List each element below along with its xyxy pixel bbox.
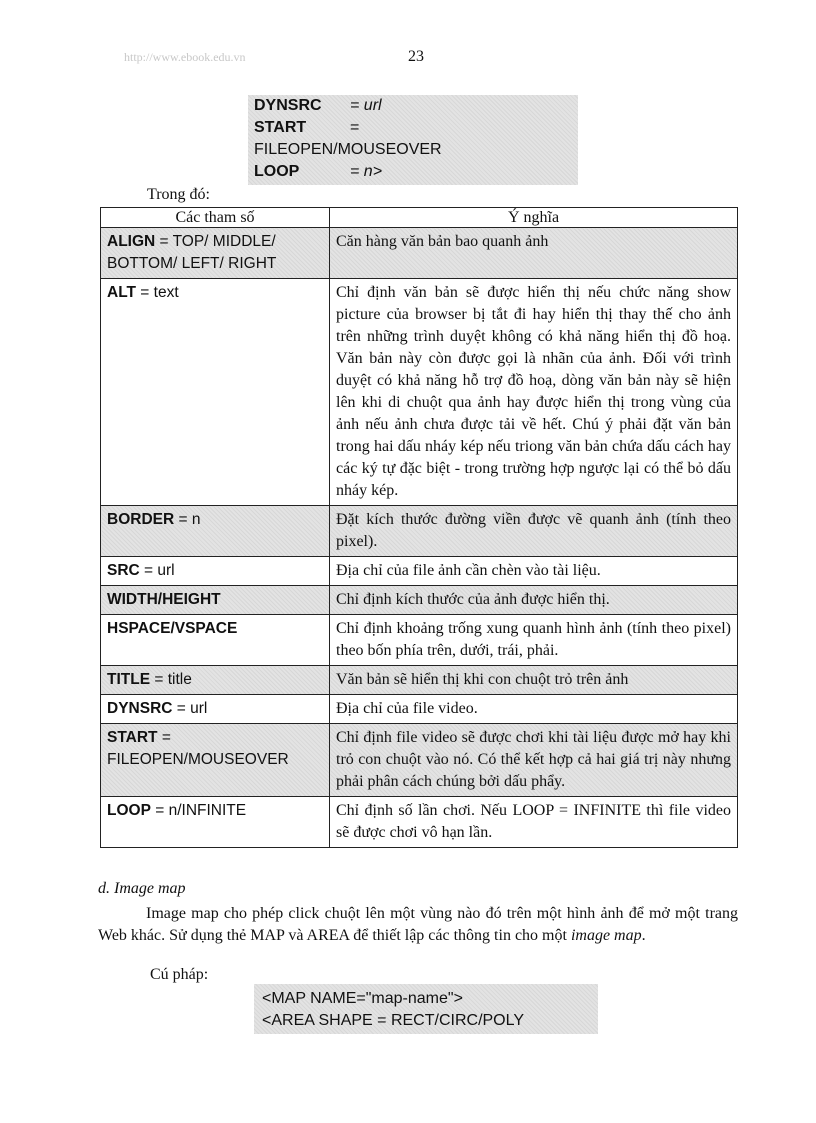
table-row (101, 797, 738, 848)
table-row (101, 724, 738, 797)
param-cell (101, 666, 330, 695)
param-name: ALIGN (107, 233, 156, 250)
param-name: START (107, 729, 158, 746)
table-body (101, 228, 738, 848)
table-row (101, 666, 738, 695)
param-value: = n/INFINITE (150, 802, 247, 819)
header-parameters: Các tham số (101, 208, 330, 228)
code-line: <AREA SHAPE = RECT/CIRC/POLY (262, 1012, 525, 1029)
code-line (254, 139, 578, 161)
param-description: Chỉ định khoảng trống xung quanh hình ảnh (tính theo pixel) theo bốn phía trên, dưới, trái, phải. (330, 615, 738, 666)
param-description: Chỉ định số lần chơi. Nếu LOOP = INFINITE thì file video sẽ được chơi vô hạn lần. (330, 797, 738, 848)
header-meaning: Ý nghĩa (330, 208, 738, 228)
param-cell (101, 228, 330, 279)
param-cell (101, 797, 330, 848)
param-value: = n (174, 511, 201, 528)
table-row (101, 586, 738, 615)
code-line (254, 95, 578, 117)
param-value: = title (150, 671, 192, 688)
parameter-table (100, 207, 738, 848)
intro-label: Trong đó: (147, 186, 210, 203)
code-value: FILEOPEN/MOUSEOVER (254, 141, 442, 158)
param-value: = url (172, 700, 208, 717)
param-description: Địa chỉ của file ảnh cần chèn vào tài liệu. (330, 557, 738, 586)
code-line (254, 161, 578, 183)
table-row (101, 615, 738, 666)
table-header-row (101, 208, 738, 228)
paragraph-term: image map (570, 927, 642, 944)
param-value: = FILEOPEN/MOUSEOVER (107, 729, 289, 768)
code-key: DYNSRC (254, 97, 322, 114)
paragraph-text: Image map cho phép click chuột lên một vùng nào đó trên một hình ảnh để mở một trang Web khác. Sử dụng thẻ MAP và AREA để thiết lập các thông tin cho một (98, 905, 738, 944)
code-value: = n> (350, 163, 383, 180)
table-row (101, 506, 738, 557)
param-name: TITLE (107, 671, 151, 688)
paragraph (98, 903, 738, 947)
code-value: = url (350, 97, 382, 114)
code-key: LOOP (254, 163, 300, 180)
code-key: START (254, 119, 307, 136)
param-name: HSPACE/VSPACE (107, 620, 238, 637)
param-description: Chỉ định kích thước của ảnh được hiển thị. (330, 586, 738, 615)
code-value: = (350, 119, 360, 136)
code-line: <MAP NAME="map-name"> (262, 990, 463, 1007)
param-description: Văn bản sẽ hiển thị khi con chuột trỏ trên ảnh (330, 666, 738, 695)
syntax-label: Cú pháp: (150, 966, 209, 983)
page-number: 23 (408, 48, 424, 65)
param-cell (101, 506, 330, 557)
code-line (254, 117, 578, 139)
param-cell (101, 586, 330, 615)
table-row (101, 557, 738, 586)
param-value: = TOP/ MIDDLE/ BOTTOM/ LEFT/ RIGHT (107, 233, 277, 272)
param-description: Chỉ định văn bản sẽ được hiển thị nếu chức năng show picture của browser bị tắt đi hay hiển thị thay thế cho ảnh trên những trình duyệt không có khả năng hiển thị đồ hoạ. Văn bản này còn được gọi là nhãn của ảnh. Đối với trình duyệt có khả năng hỗ trợ đồ hoạ, dòng văn bản này sẽ hiện lên khi di chuột qua ảnh hay được hiển thị trong vùng của ảnh nếu ảnh chưa được tải về hết. Chú ý phải đặt văn bản trong hai dấu nháy kép nếu triong văn bản chứa dấu cách hay các ký tự đặc biệt - trong trường hợp ngược lại có thể bỏ dấu nháy kép. (330, 279, 738, 506)
param-name: DYNSRC (107, 700, 173, 717)
table-row (101, 228, 738, 279)
param-description: Chỉ định file video sẽ được chơi khi tài liệu được mở hay khi trỏ con chuột vào nó. Có thể kết hợp cả hai giá trị này nhưng phải phân cách chúng bởi dấu phẩy. (330, 724, 738, 797)
param-description: Địa chỉ của file video. (330, 695, 738, 724)
table-row (101, 279, 738, 506)
param-name: SRC (107, 562, 140, 579)
code-block-top (248, 95, 578, 185)
param-cell (101, 724, 330, 797)
watermark-url: http://www.ebook.edu.vn (124, 50, 246, 64)
paragraph-end: . (641, 927, 646, 944)
param-name: LOOP (107, 802, 151, 819)
table-row (101, 695, 738, 724)
param-cell (101, 279, 330, 506)
param-name: WIDTH/HEIGHT (107, 591, 221, 608)
param-name: BORDER (107, 511, 175, 528)
param-value: = url (139, 562, 175, 579)
section-heading: d. Image map (98, 880, 186, 897)
param-name: ALT (107, 284, 136, 301)
param-value: = text (135, 284, 179, 301)
param-description: Căn hàng văn bản bao quanh ảnh (330, 228, 738, 279)
param-description: Đặt kích thước đường viền được vẽ quanh ảnh (tính theo pixel). (330, 506, 738, 557)
param-cell (101, 615, 330, 666)
param-cell (101, 695, 330, 724)
code-block-bottom (254, 984, 598, 1034)
param-cell (101, 557, 330, 586)
